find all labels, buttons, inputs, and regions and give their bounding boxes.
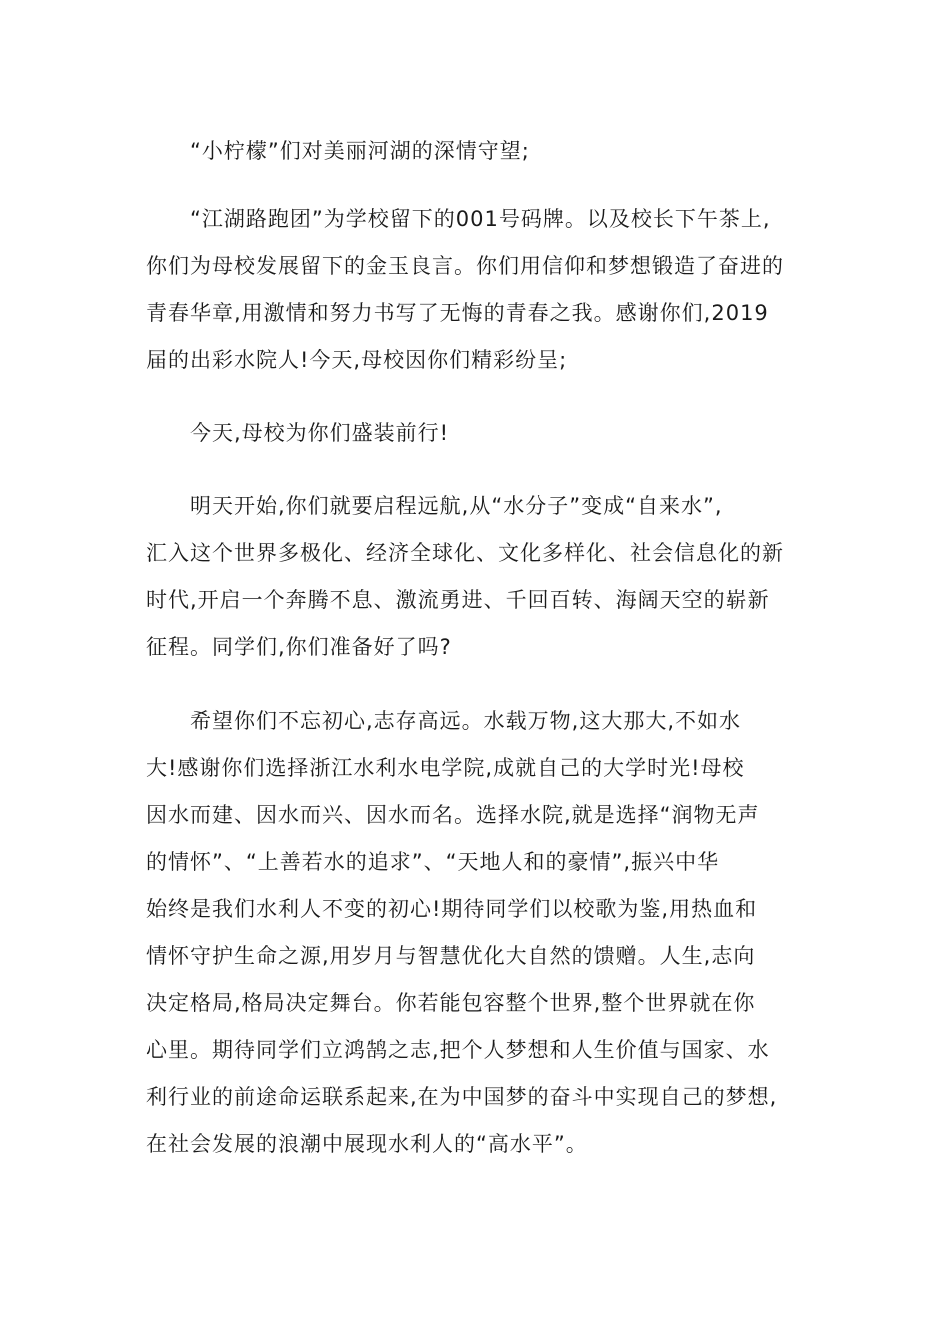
paragraph-line: 明天开始,你们就要启程远航,从“水分子”变成“自来水”, xyxy=(190,494,723,518)
paragraph-3 xyxy=(146,410,806,457)
paragraph-line: “江湖路跑团”为学校留下的001号码牌。以及校长下午茶上, xyxy=(190,207,771,231)
paragraph-line: 因水而建、因水而兴、因水而名。选择水院,就是选择“润物无声 xyxy=(146,803,760,827)
paragraph-line: 届的出彩水院人!今天,母校因你们精彩纷呈; xyxy=(146,348,568,372)
paragraph-line: 大!感谢你们选择浙江水利水电学院,成就自己的大学时光!母校 xyxy=(146,756,745,780)
paragraph-line: 心里。期待同学们立鸿鹄之志,把个人梦想和人生价值与国家、水 xyxy=(146,1038,770,1062)
paragraph-4 xyxy=(146,483,806,671)
paragraph-line: 今天,母校为你们盛装前行! xyxy=(190,421,450,445)
paragraph-line: 始终是我们水利人不变的初心!期待同学们以校歌为鉴,用热血和 xyxy=(146,897,758,921)
paragraph-1 xyxy=(146,128,806,175)
paragraph-line: 决定格局,格局决定舞台。你若能包容整个世界,整个世界就在你 xyxy=(146,991,756,1015)
paragraph-line: 青春华章,用激情和努力书写了无悔的青春之我。感谢你们,2019 xyxy=(146,301,769,325)
paragraph-line: “小柠檬”们对美丽河湖的深情守望; xyxy=(190,139,530,163)
paragraph-5 xyxy=(146,698,806,1168)
paragraph-line: 汇入这个世界多极化、经济全球化、文化多样化、社会信息化的新 xyxy=(146,541,784,565)
paragraph-line: 在社会发展的浪潮中展现水利人的“高水平”。 xyxy=(146,1132,588,1156)
paragraph-2 xyxy=(146,196,806,384)
paragraph-line: 的情怀”、“上善若水的追求”、“天地人和的豪情”,振兴中华 xyxy=(146,850,720,874)
paragraph-line: 利行业的前途命运联系起来,在为中国梦的奋斗中实现自己的梦想, xyxy=(146,1085,778,1109)
paragraph-line: 希望你们不忘初心,志存高远。水载万物,这大那大,不如水 xyxy=(190,709,742,733)
paragraph-line: 你们为母校发展留下的金玉良言。你们用信仰和梦想锻造了奋进的 xyxy=(146,254,784,278)
paragraph-line: 征程。同学们,你们准备好了吗? xyxy=(146,635,452,659)
paragraph-line: 情怀守护生命之源,用岁月与智慧优化大自然的馈赠。人生,志向 xyxy=(146,944,756,968)
paragraph-line: 时代,开启一个奔腾不息、激流勇进、千回百转、海阔天空的崭新 xyxy=(146,588,770,612)
